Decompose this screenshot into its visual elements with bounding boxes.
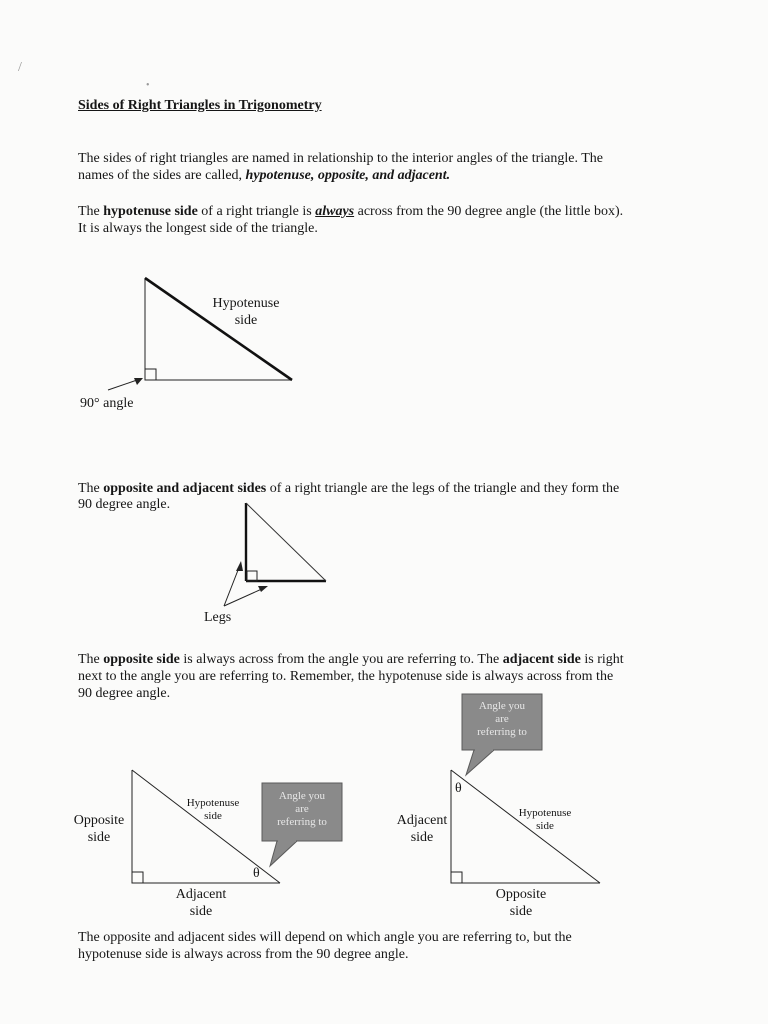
callout-line: are	[495, 713, 509, 725]
label-line: Hypotenuse	[518, 807, 572, 819]
callout-text	[462, 700, 542, 739]
callout-line: Angle you	[278, 790, 326, 802]
text: The	[78, 481, 104, 496]
callout-line: referring to	[477, 726, 527, 738]
label-line: Hypotenuse	[186, 797, 240, 809]
callout-pointer	[466, 750, 494, 775]
text: is right	[580, 652, 624, 667]
text: of a right triangle is	[197, 204, 316, 219]
right-angle-label: 90° angle	[80, 396, 134, 411]
adjacent-term: adjacent side	[502, 652, 581, 667]
label-line: side	[189, 904, 213, 919]
hypotenuse-term: hypotenuse side	[103, 204, 198, 219]
scan-speck: /	[18, 60, 22, 75]
opposite-side-label	[486, 886, 556, 920]
label-line: Hypotenuse	[212, 296, 280, 311]
label-line: side	[234, 313, 258, 328]
legs-term: opposite and adjacent sides	[103, 481, 267, 496]
side-names: hypotenuse, opposite, and adjacent.	[245, 168, 451, 183]
label-line: Adjacent	[396, 813, 448, 828]
intro-text: names of the sides are called,	[78, 168, 246, 183]
label-line: side	[204, 810, 222, 822]
closing-paragraph-line1: The opposite and adjacent sides will depend on which angle you are referring to, but the	[78, 930, 572, 945]
label-line: Adjacent	[175, 887, 227, 902]
text: is always across from the angle you are referring to. The	[179, 652, 503, 667]
text: of a right triangle are the legs of the triangle and they form the	[266, 481, 620, 496]
intro-paragraph-line1: The sides of right triangles are named in relationship to the interior angles of the triangle. The	[78, 151, 603, 166]
text: The	[78, 652, 104, 667]
hypotenuse-label	[512, 807, 578, 833]
legs-label: Legs	[204, 610, 232, 625]
theta-symbol: θ	[455, 781, 462, 796]
hypotenuse-paragraph-line2: It is always the longest side of the triangle.	[78, 221, 318, 236]
label-line: side	[536, 820, 554, 832]
text: across from the 90 degree angle (the little box).	[354, 204, 624, 219]
right-angle-box	[451, 872, 462, 883]
always-emphasis: always	[315, 204, 355, 219]
callout-line: are	[295, 803, 309, 815]
label-line: Opposite	[73, 813, 125, 828]
label-line: Opposite	[495, 887, 547, 902]
adjacent-side-label	[391, 812, 453, 846]
scan-speck: •	[146, 80, 150, 91]
callout-line: Angle you	[478, 700, 526, 712]
page-title: Sides of Right Triangles in Trigonometry	[78, 98, 322, 113]
label-line: side	[509, 904, 533, 919]
callout-line: referring to	[277, 816, 327, 828]
theta-symbol: θ	[253, 866, 260, 881]
closing-paragraph-line2: hypotenuse side is always across from the 90 degree angle.	[78, 947, 409, 962]
label-line: side	[87, 830, 111, 845]
label-line: side	[410, 830, 434, 845]
legs-paragraph-line2: 90 degree angle.	[78, 497, 171, 512]
opposite-adjacent-paragraph-line2: next to the angle you are referring to. Remember, the hypotenuse side is always across from the	[78, 669, 614, 684]
opposite-term: opposite side	[103, 652, 180, 667]
text: The	[78, 204, 104, 219]
opposite-adjacent-paragraph-line3: 90 degree angle.	[78, 686, 171, 701]
